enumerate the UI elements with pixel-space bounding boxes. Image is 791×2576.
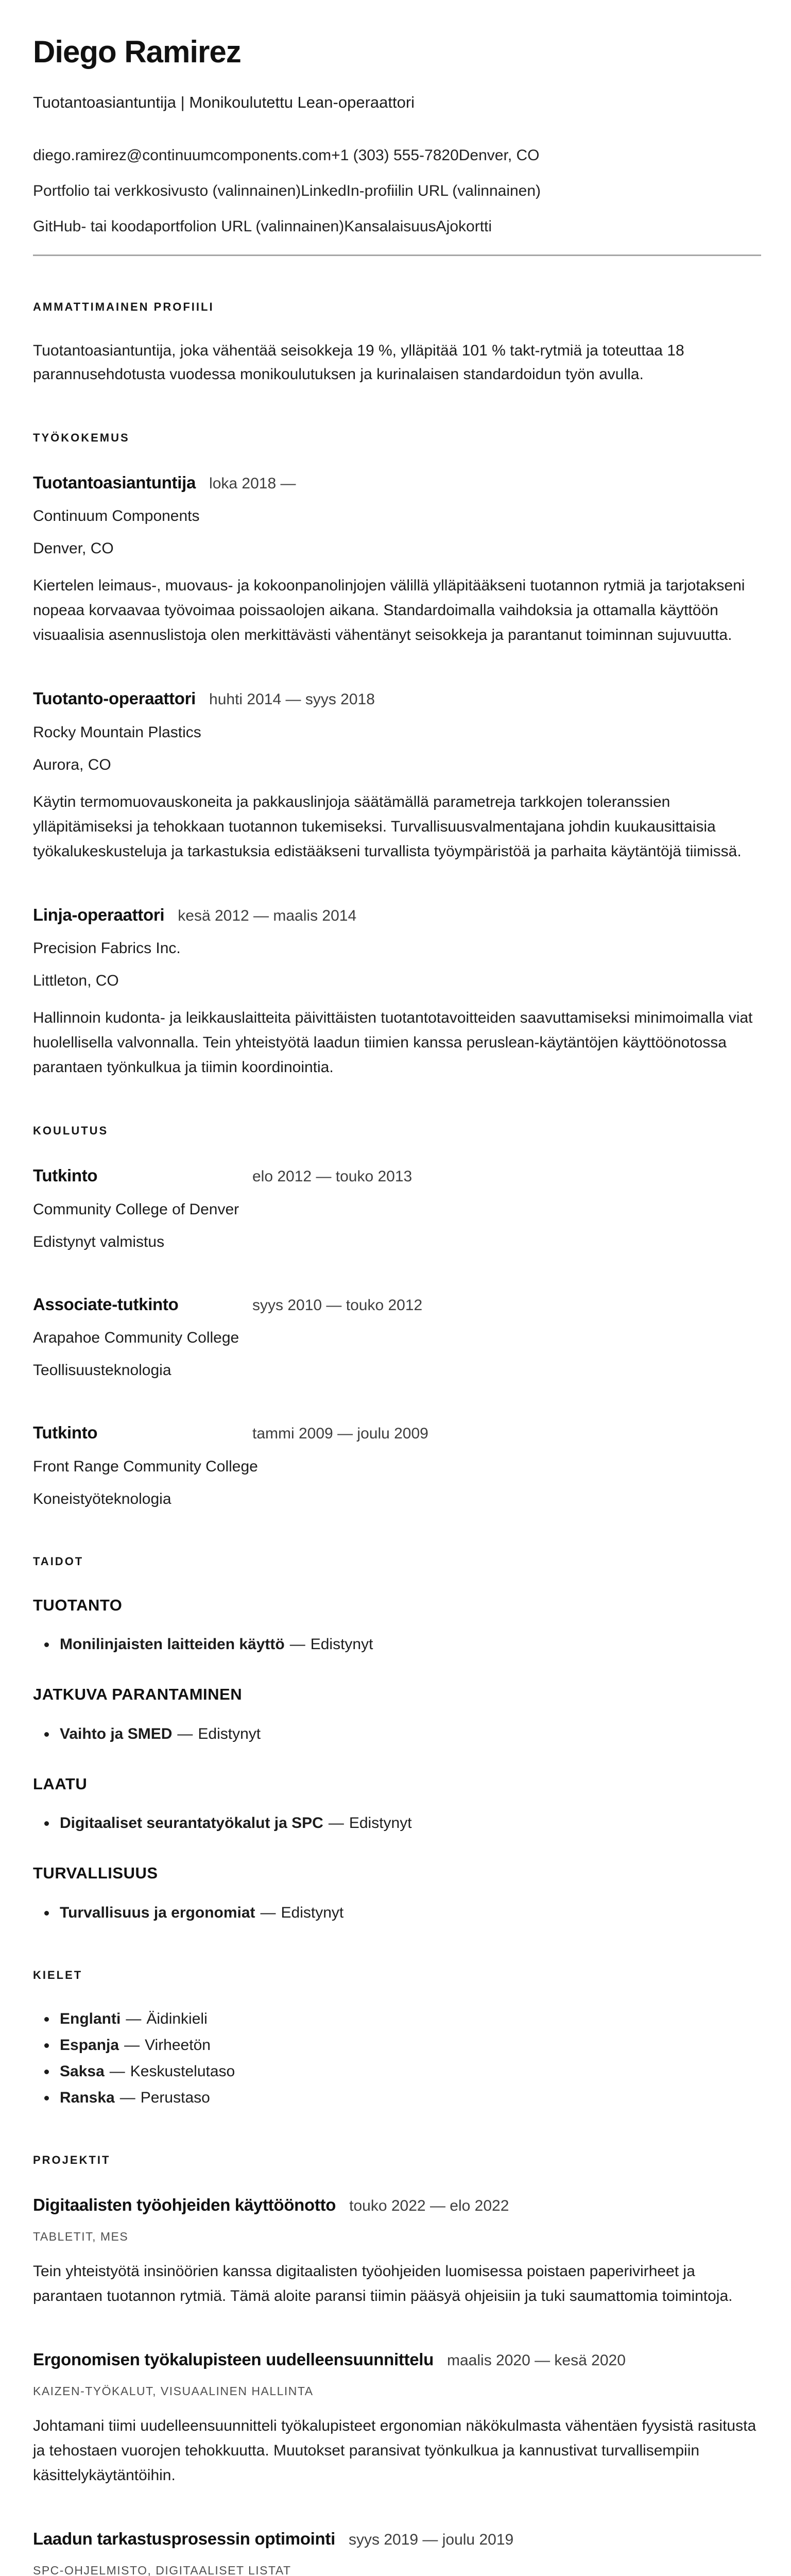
skill-list [33, 1722, 761, 1745]
school-name: Front Range Community College [33, 1455, 761, 1478]
section-profile [33, 298, 761, 387]
header-divider [33, 255, 761, 256]
skill-group [33, 1683, 761, 1745]
skill-category: TUOTANTO [33, 1594, 761, 1618]
drivers-license-text: Ajokortti [436, 218, 492, 235]
language-item [57, 2033, 761, 2057]
language-name: Saksa [60, 2063, 105, 2080]
job-dates: huhti 2014 — syys 2018 [209, 688, 375, 711]
job-description: Kiertelen leimaus-, muovaus- ja kokoonpanolinjojen välillä ylläpitääkseni tuotannon rytmiä ja tarjotakseni nopeaa korvaavaa työvoimaa poissaolojen aikana. Standardoimalla vaihdoksia ja ottamalla käyttöön visuaalisia asennuslistoja olen merkittävästi vähentänyt seisokkeja ja parantanut toiminnan sujuvuutta. [33, 573, 761, 648]
language-level: Äidinkieli [146, 2010, 207, 2027]
language-level: Perustaso [141, 2089, 210, 2106]
email-text: diego.ramirez@continuumcomponents.com [33, 147, 331, 164]
job-location: Denver, CO [33, 537, 761, 560]
resume-header [33, 29, 761, 256]
field-of-study: Koneistyöteknologia [33, 1487, 761, 1511]
project-entry-head [33, 2526, 761, 2552]
skill-category: JATKUVA PARANTAMINEN [33, 1683, 761, 1707]
education-entry [33, 1420, 761, 1511]
language-separator: — [124, 2037, 140, 2054]
portfolio-placeholder-text: Portfolio tai verkkosivusto (valinnainen) [33, 182, 301, 199]
skill-level: Edistynyt [198, 1725, 261, 1742]
experience-entry-head [33, 470, 761, 496]
project-title: Ergonomisen työkalupisteen uudelleensuunnittelu [33, 2347, 434, 2372]
skill-level: Edistynyt [281, 1904, 344, 1921]
section-projects [33, 2151, 761, 2576]
project-entry [33, 2347, 761, 2488]
project-dates: syys 2019 — joulu 2019 [349, 2528, 513, 2551]
education-entry-head [33, 1163, 761, 1189]
skill-category: LAATU [33, 1772, 761, 1797]
section-education [33, 1122, 761, 1511]
contact-block [33, 144, 761, 238]
skill-item [57, 1901, 761, 1924]
contact-row-2 [33, 179, 761, 202]
github-placeholder-text: GitHub- tai koodaportfolion URL (valinnainen) [33, 218, 344, 235]
language-name: Espanja [60, 2037, 119, 2054]
skill-name: Turvallisuus ja ergonomiat [60, 1904, 255, 1921]
experience-entry [33, 686, 761, 864]
language-name: Englanti [60, 2010, 121, 2027]
job-dates: kesä 2012 — maalis 2014 [178, 904, 356, 927]
skill-list [33, 1901, 761, 1924]
section-title-languages: KIELET [33, 1967, 761, 1984]
school-name: Arapahoe Community College [33, 1326, 761, 1349]
section-title-projects: PROJEKTIT [33, 2151, 761, 2168]
skill-item [57, 1633, 761, 1656]
skill-name: Monilinjaisten laitteiden käyttö [60, 1636, 285, 1653]
skill-separator: — [261, 1904, 276, 1921]
experience-entry-head [33, 686, 761, 711]
project-description: Tein yhteistyötä insinöörien kanssa digitaalisten työohjeiden luomisessa poistaen paperivirheet ja parantaen tuotannon rytmiä. Tämä aloite paransi tiimin pääsyä ohjeisiin ja tuki saumattomia toimintoja. [33, 2259, 761, 2309]
section-experience [33, 429, 761, 1080]
project-entry-head [33, 2347, 761, 2372]
skill-separator: — [177, 1725, 193, 1742]
language-name: Ranska [60, 2089, 115, 2106]
skill-group [33, 1772, 761, 1835]
job-title: Linja-operaattori [33, 902, 164, 928]
experience-entry [33, 470, 761, 648]
language-separator: — [120, 2089, 135, 2106]
degree-title: Associate-tutkinto [33, 1292, 239, 1317]
project-entry-head [33, 2192, 761, 2218]
project-tags: TABLETIT, MES [33, 2228, 761, 2246]
person-name: Diego Ramirez [33, 29, 761, 75]
degree-title: Tutkinto [33, 1163, 239, 1189]
job-title: Tuotantoasiantuntija [33, 470, 196, 496]
job-location: Aurora, CO [33, 753, 761, 776]
skill-list [33, 1633, 761, 1656]
skill-group [33, 1861, 761, 1924]
degree-dates: tammi 2009 — joulu 2009 [252, 1422, 428, 1445]
section-skills [33, 1553, 761, 1924]
project-tags: KAIZEN-TYÖKALUT, VISUAALINEN HALLINTA [33, 2382, 761, 2400]
job-company: Continuum Components [33, 504, 761, 528]
degree-dates: syys 2010 — touko 2012 [252, 1294, 422, 1317]
skill-category: TURVALLISUUS [33, 1861, 761, 1886]
profile-summary: Tuotantoasiantuntija, joka vähentää seisokkeja 19 %, ylläpitää 101 % takt-rytmiä ja toteuttaa 18 parannusehdotusta vuodessa monikoulutuksen ja kurinalaisen standardoidun työn avulla. [33, 339, 761, 387]
contact-row-3 [33, 215, 761, 238]
contact-row-1 [33, 144, 761, 167]
job-dates: loka 2018 — [209, 472, 296, 495]
education-entry [33, 1163, 761, 1253]
experience-entry-head [33, 902, 761, 928]
skill-item [57, 1722, 761, 1745]
skill-level: Edistynyt [311, 1636, 373, 1653]
language-separator: — [110, 2063, 125, 2080]
project-entry [33, 2526, 761, 2576]
project-dates: touko 2022 — elo 2022 [349, 2194, 509, 2217]
citizenship-text: Kansalaisuus [344, 218, 436, 235]
location-text: Denver, CO [459, 147, 540, 164]
skill-level: Edistynyt [349, 1815, 412, 1832]
project-title: Digitaalisten työohjeiden käyttöönotto [33, 2192, 336, 2218]
language-item [57, 2086, 761, 2109]
section-languages [33, 1967, 761, 2109]
project-tags: SPC-OHJELMISTO, DIGITAALISET LISTAT [33, 2562, 761, 2576]
section-title-education: KOULUTUS [33, 1122, 761, 1139]
project-description: Johtamani tiimi uudelleensuunnitteli työkalupisteet ergonomian näkökulmasta vähentäen fyysistä rasitusta ja tehostaen vuorojen tehokkuutta. Muutokset paransivat työnkulkua ja kannustivat turvallisempiin käsittelykäytäntöihin. [33, 2414, 761, 2488]
skill-separator: — [329, 1815, 344, 1832]
phone-text: +1 (303) 555-7820 [331, 147, 459, 164]
job-location: Littleton, CO [33, 969, 761, 992]
section-title-skills: TAIDOT [33, 1553, 761, 1570]
language-level: Keskustelutaso [130, 2063, 235, 2080]
linkedin-placeholder-text: LinkedIn-profiilin URL (valinnainen) [301, 182, 541, 199]
language-item [57, 2060, 761, 2083]
section-title-profile: AMMATTIMAINEN PROFIILI [33, 298, 761, 315]
skill-item [57, 1811, 761, 1835]
school-name: Community College of Denver [33, 1198, 761, 1221]
project-title: Laadun tarkastusprosessin optimointi [33, 2526, 335, 2552]
education-entry-head [33, 1292, 761, 1317]
headline: Tuotantoasiantuntija | Monikoulutettu Lean-operaattori [33, 91, 761, 115]
job-company: Rocky Mountain Plastics [33, 721, 761, 744]
degree-dates: elo 2012 — touko 2013 [252, 1165, 412, 1188]
job-company: Precision Fabrics Inc. [33, 937, 761, 960]
education-entry-head [33, 1420, 761, 1446]
education-entry [33, 1292, 761, 1382]
skill-list [33, 1811, 761, 1835]
skill-separator: — [290, 1636, 305, 1653]
skill-group [33, 1594, 761, 1656]
field-of-study: Teollisuusteknologia [33, 1359, 761, 1382]
job-title: Tuotanto-operaattori [33, 686, 196, 711]
degree-title: Tutkinto [33, 1420, 239, 1446]
skill-name: Vaihto ja SMED [60, 1725, 172, 1742]
language-separator: — [126, 2010, 141, 2027]
project-dates: maalis 2020 — kesä 2020 [447, 2349, 626, 2372]
project-entry [33, 2192, 761, 2309]
language-item [57, 2007, 761, 2030]
job-description: Käytin termomuovauskoneita ja pakkauslinjoja säätämällä parametreja tarkkojen toleranssien ylläpitämiseksi ja tehokkaan tuotannon tukemiseksi. Turvallisuusvalmentajana johdin kuukausittaisia työkalukeskusteluja ja tarkastuksia edistääkseni turvallista työympäristöä ja parhaita käytäntöjä tiimissä. [33, 790, 761, 864]
experience-entry [33, 902, 761, 1080]
job-description: Hallinnoin kudonta- ja leikkauslaitteita päivittäisten tuotantotavoitteiden saavuttamiseksi minimoimalla viat huolellisella valvonnalla. Tein yhteistyötä laadun tiimien kanssa peruslean-käytäntöjen käyttöönotossa parantaen työnkulkua ja tiimin koordinointia. [33, 1006, 761, 1080]
skill-name: Digitaaliset seurantatyökalut ja SPC [60, 1815, 323, 1832]
section-title-experience: TYÖKOKEMUS [33, 429, 761, 446]
language-list [33, 2007, 761, 2109]
language-level: Virheetön [145, 2037, 211, 2054]
field-of-study: Edistynyt valmistus [33, 1230, 761, 1253]
